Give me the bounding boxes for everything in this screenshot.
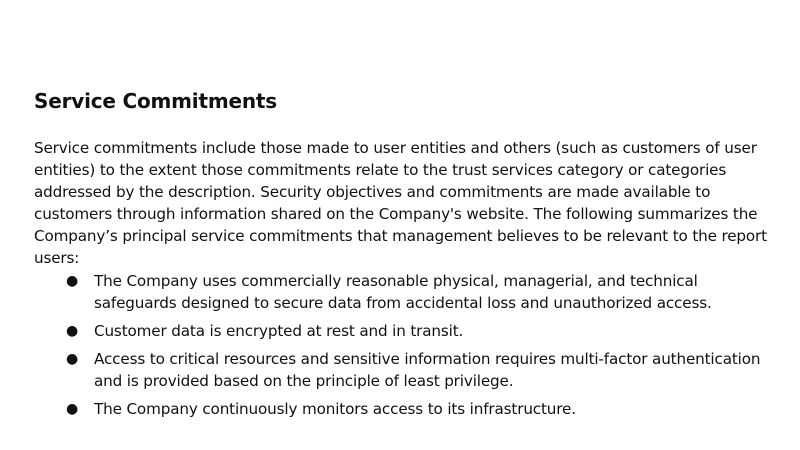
intro-paragraph: Service commitments include those made to user entities and others (such as customers of user entities) to the extent those commitments relate to the trust services category or categories addressed by the description. Security objectives and commitments are made available to customers through information shared on the Company's website. The following summarizes the Company’s principal service commitments that management believes to be relevant to the report users: (34, 139, 767, 267)
bullet-marker: ● (66, 401, 79, 417)
list-item-text: Access to critical resources and sensitive information requires multi-factor authentication and is provided based on the principle of least privilege. (94, 350, 761, 390)
list-item-text: The Company uses commercially reasonable physical, managerial, and technical safeguards designed to secure data from accidental loss and unauthorized access. (94, 272, 712, 312)
bullet-marker: ● (66, 323, 79, 339)
list-item-text: Customer data is encrypted at rest and in transit. (94, 322, 464, 340)
list-item (0, 320, 800, 342)
list-item (0, 270, 800, 314)
bullet-marker: ● (66, 273, 79, 289)
list-item (0, 348, 800, 392)
bullet-marker: ● (66, 351, 79, 367)
commitments-list (0, 270, 800, 426)
list-item (0, 398, 800, 420)
section-title: Service Commitments (34, 89, 277, 113)
list-item-text: The Company continuously monitors access to its infrastructure. (94, 400, 576, 418)
